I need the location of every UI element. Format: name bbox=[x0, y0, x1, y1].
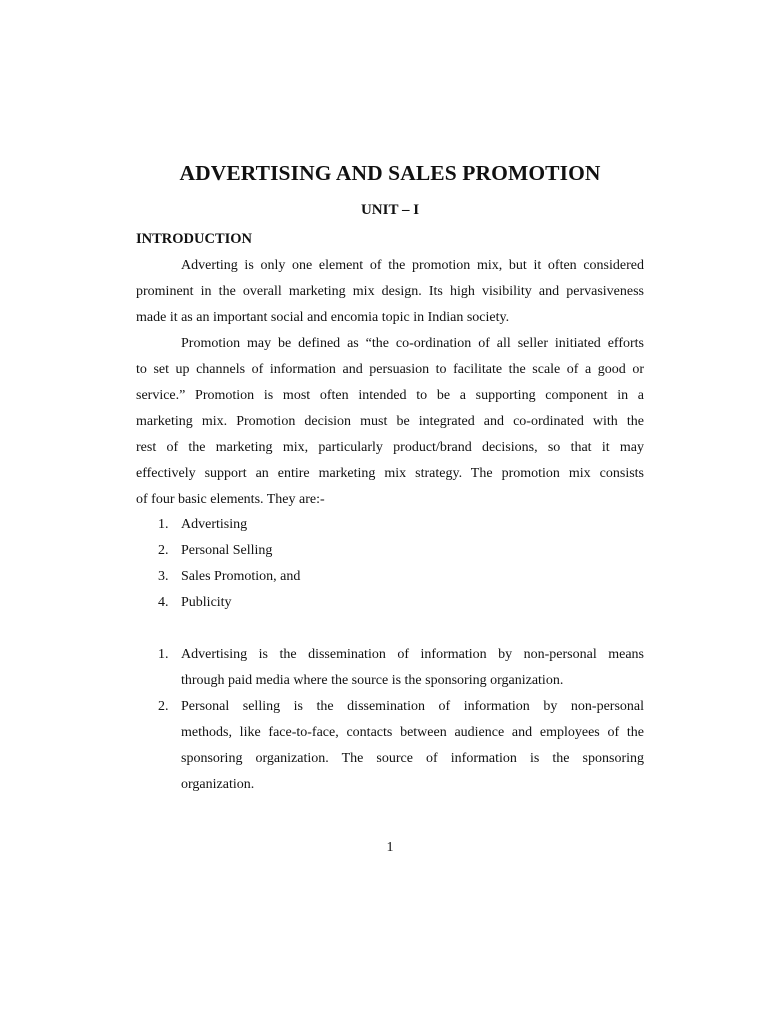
list-item-text: Personal Selling bbox=[181, 543, 273, 558]
unit-heading: UNIT – I bbox=[360, 202, 420, 218]
list-item-line: methods, like face-to-face, contacts between audience and employees of the bbox=[181, 725, 644, 740]
list-item-number: 1. bbox=[158, 517, 169, 532]
list-item-line: Advertising is the dissemination of information by non-personal means bbox=[181, 647, 644, 662]
list-item bbox=[136, 590, 644, 616]
list-item-number: 1. bbox=[158, 647, 169, 662]
paragraph-line: Adverting is only one element of the promotion mix, but it often considered bbox=[181, 258, 644, 273]
promotion-elements-list bbox=[136, 512, 644, 616]
list-item bbox=[136, 512, 644, 538]
list-item-line: Personal selling is the dissemination of information by non-personal bbox=[181, 699, 644, 714]
list-item bbox=[136, 642, 644, 694]
list-item-line: sponsoring organization. The source of information is the sponsoring bbox=[181, 751, 644, 766]
list-item bbox=[136, 564, 644, 590]
document-title: ADVERTISING AND SALES PROMOTION bbox=[179, 161, 601, 185]
page-number: 1 bbox=[386, 840, 394, 855]
paragraph-line: prominent in the overall marketing mix design. Its high visibility and pervasiveness bbox=[136, 284, 644, 299]
list-item-number: 3. bbox=[158, 569, 169, 584]
list-item-text: Publicity bbox=[181, 595, 232, 610]
list-item-number: 4. bbox=[158, 595, 169, 610]
list-item-line: organization. bbox=[181, 777, 255, 792]
list-item-number: 2. bbox=[158, 543, 169, 558]
paragraph-line: service.” Promotion is most often intended to be a supporting component in a bbox=[136, 388, 644, 403]
section-heading: INTRODUCTION bbox=[136, 231, 253, 247]
paragraph-line: to set up channels of information and persuasion to facilitate the scale of a good or bbox=[136, 362, 644, 377]
introduction-paragraph-1 bbox=[136, 253, 644, 331]
list-item-line: through paid media where the source is the sponsoring organization. bbox=[181, 673, 564, 688]
list-item bbox=[136, 538, 644, 564]
paragraph-line: effectively support an entire marketing mix strategy. The promotion mix consists bbox=[136, 466, 644, 481]
introduction-paragraph-2 bbox=[136, 331, 644, 513]
definitions-list bbox=[136, 642, 644, 798]
list-item bbox=[136, 694, 644, 798]
paragraph-line: of four basic elements. They are:- bbox=[136, 492, 325, 507]
paragraph-line: marketing mix. Promotion decision must be integrated and co-ordinated with the bbox=[136, 414, 644, 429]
paragraph-line: rest of the marketing mix, particularly product/brand decisions, so that it may bbox=[136, 440, 644, 455]
list-item-number: 2. bbox=[158, 699, 169, 714]
list-item-text: Advertising bbox=[181, 517, 248, 532]
paragraph-line: Promotion may be defined as “the co-ordination of all seller initiated efforts bbox=[181, 336, 644, 351]
paragraph-line: made it as an important social and encomia topic in Indian society. bbox=[136, 310, 510, 325]
list-item-text: Sales Promotion, and bbox=[181, 569, 301, 584]
